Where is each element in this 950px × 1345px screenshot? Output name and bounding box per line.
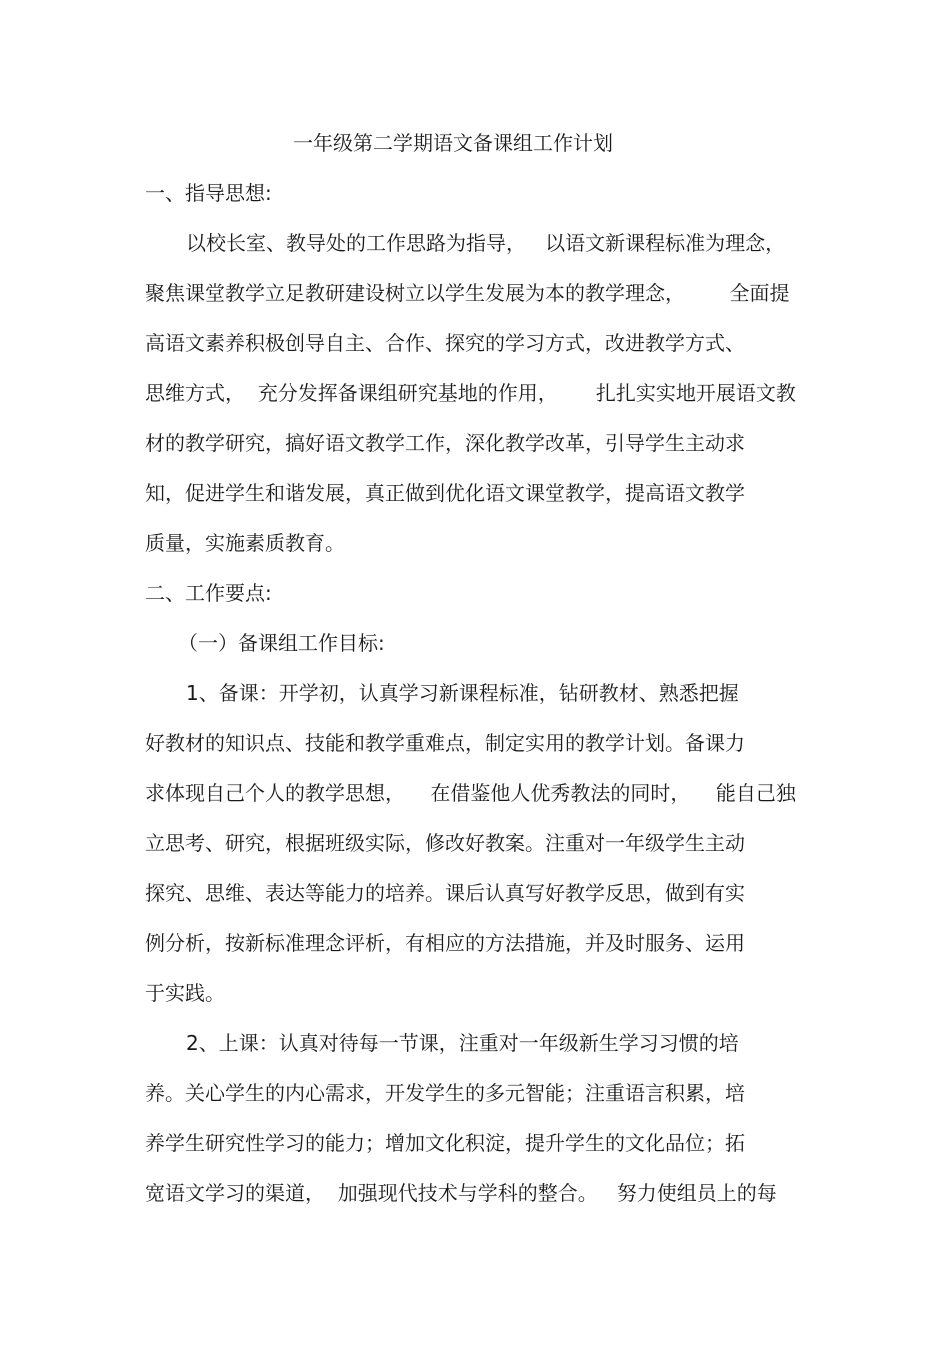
paragraph-line: 养学生研究性学习的能力；增加文化积淀，提升学生的文化品位；拓 — [145, 1131, 745, 1155]
paragraph-line: 例分析，按新标准理念评析，有相应的方法措施，并及时服务、运用 — [145, 931, 745, 955]
paragraph-line: 养。关心学生的内心需求，开发学生的多元智能；注重语言积累，培 — [145, 1081, 745, 1105]
paragraph-line: 以校长室、教导处的工作思路为指导， 以语文新课程标准为理念， — [186, 231, 786, 255]
paragraph-line: 立思考、研究，根据班级实际，修改好教案。注重对一年级学生主动 — [145, 831, 745, 855]
paragraph-line: 1、备课：开学初，认真学习新课程标准，钻研教材、熟悉把握 — [186, 681, 739, 705]
paragraph-line: 高语文素养积极创导自主、合作、探究的学习方式，改进教学方式、 — [145, 331, 745, 355]
section-heading-guiding-thought: 一、指导思想: — [145, 181, 272, 205]
paragraph-line: 求体现自己个人的教学思想， 在借鉴他人优秀教法的同时， 能自己独 — [145, 781, 796, 805]
paragraph-line: 于实践。 — [145, 981, 225, 1005]
paragraph-line: 思维方式， 充分发挥备课组研究基地的作用， 扎扎实实地开展语文教 — [145, 381, 796, 405]
paragraph-line: 聚焦课堂教学立足教研建设树立以学生发展为本的教学理念， 全面提 — [145, 281, 790, 305]
section-heading-work-points: 二、工作要点: — [145, 581, 272, 605]
subsection-heading-goals: （一）备课组工作目标: — [178, 631, 385, 655]
document-title: 一年级第二学期语文备课组工作计划 — [293, 131, 613, 155]
paragraph-line: 2、上课：认真对待每一节课，注重对一年级新生学习习惯的培 — [186, 1031, 739, 1055]
paragraph-line: 知，促进学生和谐发展，真正做到优化语文课堂教学，提高语文教学 — [145, 481, 745, 505]
paragraph-line: 宽语文学习的渠道， 加强现代技术与学科的整合。 努力使组员上的每 — [145, 1181, 777, 1205]
paragraph-line: 好教材的知识点、技能和教学重难点，制定实用的教学计划。备课力 — [145, 731, 745, 755]
paragraph-line: 探究、思维、表达等能力的培养。课后认真写好教学反思，做到有实 — [145, 881, 745, 905]
paragraph-line: 材的教学研究，搞好语文教学工作，深化教学改革，引导学生主动求 — [145, 431, 745, 455]
paragraph-line: 质量，实施素质教育。 — [145, 531, 345, 555]
